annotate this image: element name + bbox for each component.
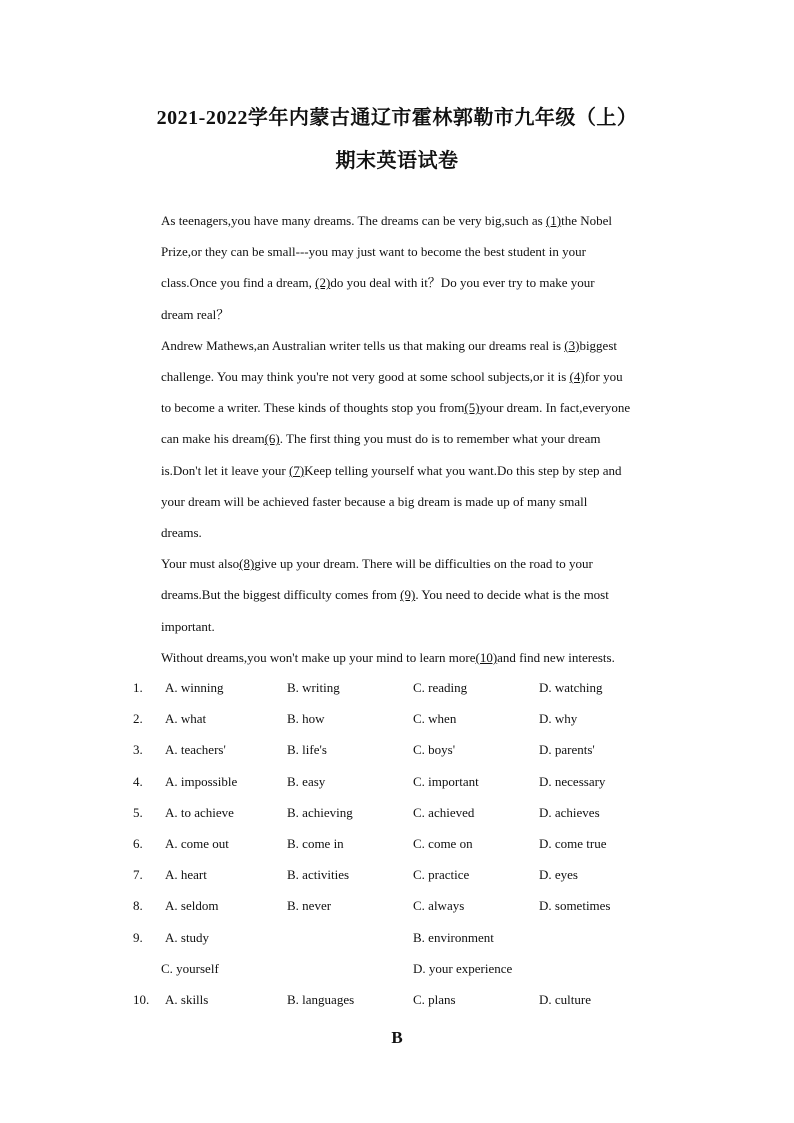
passage-line: [161, 642, 681, 673]
question-number: 2.: [133, 711, 143, 727]
page-title-line-1: 2021-2022学年内蒙古通辽市霍林郭勒市九年级（上）: [156, 107, 638, 129]
option-c: C. reading: [413, 680, 468, 695]
passage-text: dreams.But the biggest difficulty comes from: [161, 587, 401, 603]
passage-text: important.: [161, 618, 215, 634]
question-number: 4.: [133, 773, 143, 789]
option-b: B. languages: [287, 992, 355, 1007]
question-number: 9.: [133, 929, 143, 945]
passage-text: do you deal with it？Do you ever try to make your: [330, 275, 595, 291]
option-c: C. achieved: [413, 804, 475, 820]
option-a: A. seldom: [165, 898, 219, 914]
blank-marker: (10): [475, 649, 498, 665]
question-row: [0, 961, 794, 983]
passage-text: Prize,or they can be small---you may just want to become the best student in your: [161, 244, 586, 260]
passage-line: [161, 361, 681, 392]
passage-text: your dream. In fact,everyone: [479, 400, 631, 416]
passage-line: [161, 299, 681, 330]
passage-text: your dream will be achieved faster because a big dream is made up of many small: [161, 493, 588, 509]
option-d: D. eyes: [539, 867, 578, 883]
option-a: A. skills: [165, 992, 209, 1007]
option-d: D. why: [539, 711, 578, 727]
option-b: B. never: [287, 898, 332, 914]
option-d: D. achieves: [539, 804, 600, 820]
passage-text: Without dreams,you won't make up your mind to learn more: [161, 649, 476, 665]
question-row: [0, 930, 794, 952]
question-row: [0, 867, 794, 889]
option-b: B. life's: [287, 742, 327, 758]
passage-text: . The first thing you must do is to remember what your dream: [279, 431, 601, 447]
passage-line: [161, 517, 681, 548]
passage-text: Andrew Mathews,an Australian writer tells us that making our dreams real is: [161, 337, 565, 353]
option-c-wrapped: C. yourself: [161, 960, 219, 976]
question-number: 8.: [133, 898, 143, 914]
passage-text: class.Once you find a dream,: [161, 275, 316, 291]
passage-line: [161, 548, 681, 579]
blank-marker: (9): [400, 587, 416, 603]
passage-line: [161, 455, 681, 486]
passage-text: the Nobel: [561, 213, 613, 228]
question-row: [0, 805, 794, 827]
question-number: 10.: [133, 992, 150, 1007]
passage-text: to become a writer. These kinds of thoughts stop you from: [161, 400, 465, 416]
passage-text: dreams.: [161, 525, 202, 541]
option-d: D. watching: [539, 680, 603, 695]
blank-marker: (5): [464, 400, 480, 416]
passage-line: [161, 423, 681, 454]
option-c: B. environment: [413, 929, 494, 945]
option-c: D. your experience: [413, 960, 513, 976]
passage-line: [161, 330, 681, 361]
question-row: [0, 898, 794, 920]
question-row: [0, 711, 794, 733]
blank-marker: (4): [569, 369, 585, 385]
question-row: [0, 680, 794, 702]
option-a: A. study: [165, 929, 210, 945]
option-c: C. plans: [413, 992, 456, 1007]
blank-marker: (7): [288, 462, 305, 478]
passage-text: Keep telling yourself what you want.Do this step by step and: [304, 462, 622, 478]
option-c: C. come on: [413, 836, 473, 851]
question-row: [0, 992, 794, 1014]
passage-text: challenge. You may think you're not very good at some school subjects,or it is: [161, 369, 570, 385]
option-a: A. winning: [165, 680, 224, 695]
section-label: B: [391, 1028, 403, 1047]
option-b: B. easy: [287, 773, 326, 789]
passage-text: Your must also: [161, 556, 240, 572]
passage-line: [161, 236, 681, 267]
passage-line: [161, 392, 681, 423]
option-d: D. parents': [539, 742, 595, 758]
option-c: C. important: [413, 773, 479, 789]
passage-text: dream real？: [161, 306, 230, 322]
passage-line: [161, 579, 681, 610]
passage-text: can make his dream: [161, 431, 265, 447]
passage-text: and find new interests.: [497, 649, 615, 665]
option-b: B. activities: [287, 867, 350, 883]
question-row: [0, 774, 794, 796]
question-number: 1.: [133, 680, 143, 695]
option-a: A. to achieve: [165, 804, 234, 820]
option-b: B. writing: [287, 680, 340, 695]
passage-text: is.Don't let it leave your: [161, 462, 289, 478]
question-number: 3.: [133, 742, 143, 758]
page-title-line-2: 期末英语试卷: [335, 150, 459, 172]
question-number: 7.: [133, 867, 143, 883]
option-a: A. teachers': [165, 742, 226, 758]
option-d: D. culture: [539, 992, 591, 1007]
option-d: D. sometimes: [539, 898, 611, 914]
passage-line: [161, 205, 681, 236]
option-c: C. practice: [413, 867, 470, 883]
passage-text: As teenagers,you have many dreams. The dreams can be very big,such as: [161, 213, 546, 228]
reading-passage: [161, 205, 681, 673]
option-b: B. how: [287, 711, 325, 727]
option-c: C. boys': [413, 742, 456, 758]
passage-text: biggest: [579, 337, 617, 353]
blank-marker: (1): [545, 213, 562, 228]
option-c: C. when: [413, 711, 457, 727]
passage-line: [161, 486, 681, 517]
option-a: A. heart: [165, 867, 207, 883]
blank-marker: (6): [264, 431, 280, 447]
passage-line: [161, 611, 681, 642]
option-a: A. what: [165, 711, 207, 727]
blank-marker: (8): [239, 556, 255, 572]
option-a: A. come out: [165, 836, 229, 851]
question-number: 5.: [133, 804, 143, 820]
option-a: A. impossible: [165, 773, 238, 789]
option-b: B. come in: [287, 836, 344, 851]
passage-text: give up your dream. There will be difficulties on the road to your: [254, 556, 593, 572]
blank-marker: (3): [564, 337, 580, 353]
passage-line: [161, 267, 681, 298]
question-number: 6.: [133, 836, 143, 851]
option-b: B. achieving: [287, 804, 353, 820]
question-row: [0, 836, 794, 858]
option-d: D. come true: [539, 836, 607, 851]
question-row: [0, 742, 794, 764]
option-c: C. always: [413, 898, 465, 914]
passage-text: for you: [584, 369, 623, 385]
option-d: D. necessary: [539, 773, 606, 789]
blank-marker: (2): [315, 275, 331, 291]
passage-text: . You need to decide what is the most: [415, 587, 609, 603]
